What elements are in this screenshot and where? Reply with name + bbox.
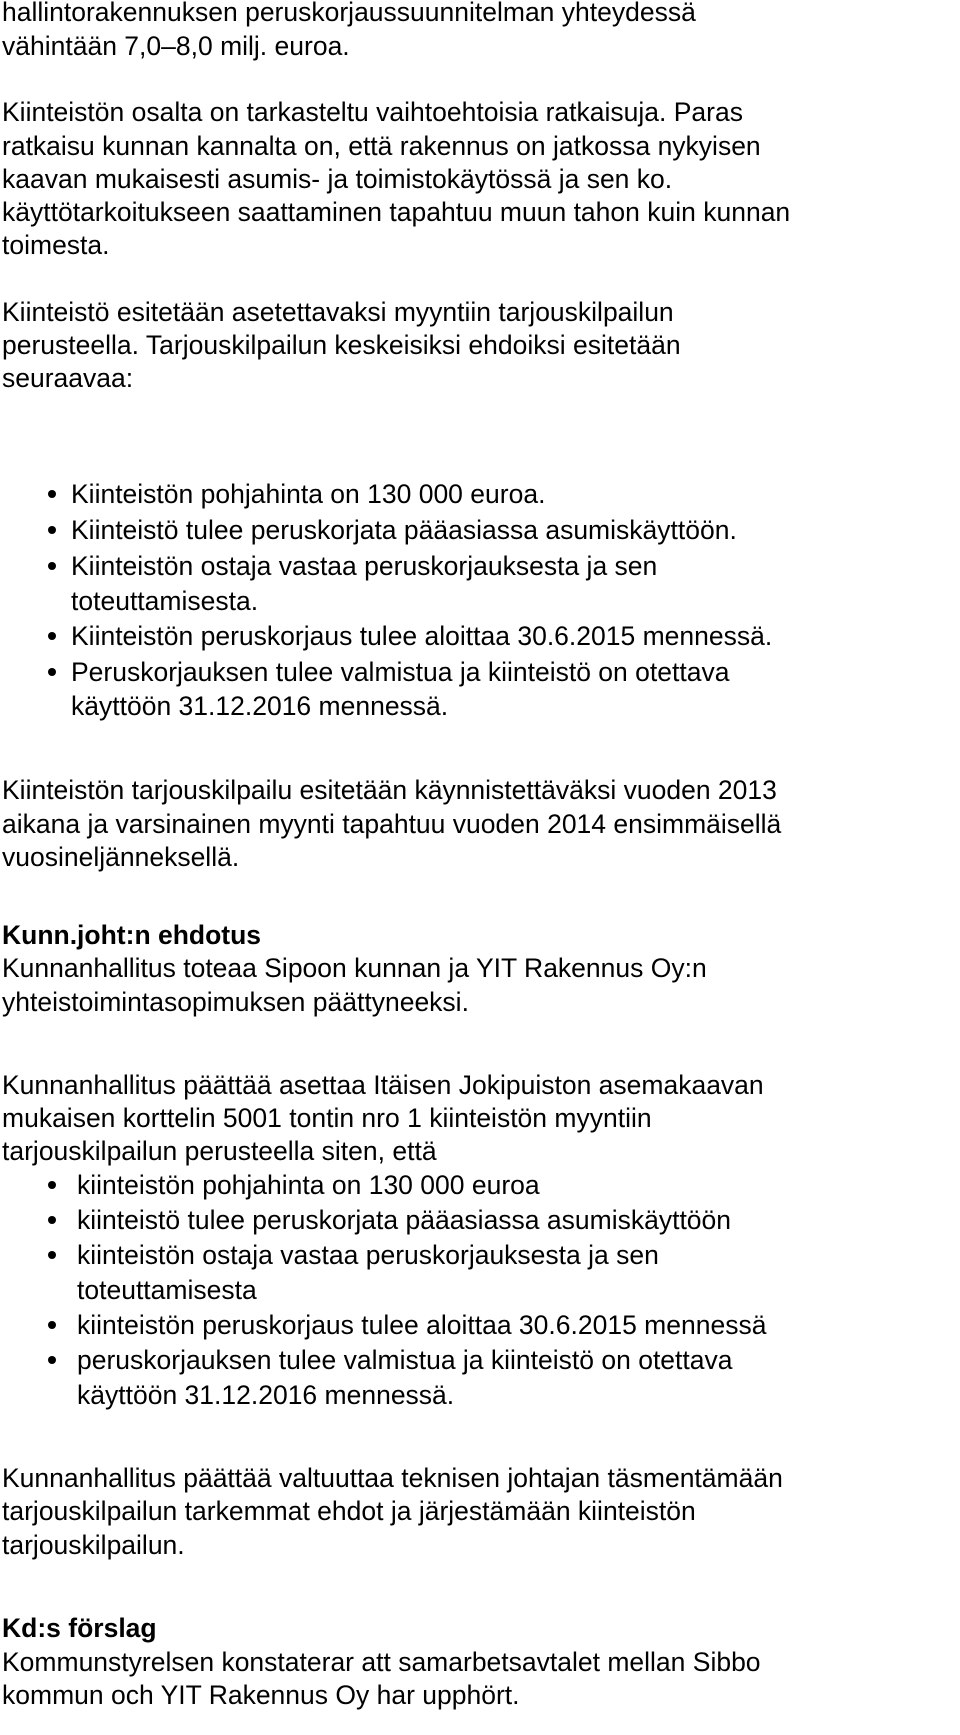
alternatives-line: toimesta.	[2, 230, 110, 260]
condition-item: Kiinteistön pohjahinta on 130 000 euroa.	[71, 479, 546, 509]
bullet-icon	[48, 1216, 56, 1224]
decision-condition-item: peruskorjauksen tulee valmistua ja kiinteistö on otettava	[77, 1345, 733, 1375]
bullet-icon	[48, 1181, 56, 1189]
condition-item-continuation: toteuttamisesta.	[71, 586, 259, 616]
bullet-icon	[48, 668, 56, 676]
proposal-line: Kiinteistö esitetään asetettavaksi myyntiin tarjouskilpailun	[2, 297, 674, 327]
decision-condition-item: kiinteistön pohjahinta on 130 000 euroa	[77, 1170, 540, 1200]
condition-item-continuation: käyttöön 31.12.2016 mennessä.	[71, 691, 449, 721]
decision2-line: tarjouskilpailun perusteella siten, että	[2, 1136, 437, 1166]
decision1-line: Kunnanhallitus toteaa Sipoon kunnan ja YIT Rakennus Oy:n	[2, 953, 707, 983]
alternatives-line: ratkaisu kunnan kannalta on, että rakennus on jatkossa nykyisen	[2, 131, 761, 161]
decision2-line: Kunnanhallitus päättää asettaa Itäisen Jokipuiston asemakaavan	[2, 1070, 764, 1100]
bullet-icon	[48, 1251, 56, 1259]
alternatives-line: Kiinteistön osalta on tarkasteltu vaihtoehtoisia ratkaisuja. Paras	[2, 97, 743, 127]
decision3-line: tarjouskilpailun tarkemmat ehdot ja järjestämään kiinteistön	[2, 1496, 696, 1526]
bullet-icon	[48, 1321, 56, 1329]
timing-line: Kiinteistön tarjouskilpailu esitetään käynnistettäväksi vuoden 2013	[2, 775, 777, 805]
proposal-line: seuraavaa:	[2, 363, 134, 393]
condition-item: Kiinteistön peruskorjaus tulee aloittaa 30.6.2015 mennessä.	[71, 621, 773, 651]
decision3-line: tarjouskilpailun.	[2, 1530, 185, 1560]
timing-line: aikana ja varsinainen myynti tapahtuu vuoden 2014 ensimmäisellä	[2, 809, 782, 839]
intro-line: hallintorakennuksen peruskorjaussuunnitelman yhteydessä	[2, 0, 696, 27]
proposal-line: perusteella. Tarjouskilpailun keskeisiksi ehdoiksi esitetään	[2, 330, 681, 360]
decision2-line: mukaisen korttelin 5001 tontin nro 1 kiinteistön myyntiin	[2, 1103, 652, 1133]
alternatives-line: kaavan mukaisesti asumis- ja toimistokäytössä ja sen ko.	[2, 164, 673, 194]
intro-line: vähintään 7,0–8,0 milj. euroa.	[2, 31, 350, 61]
decision-condition-item: kiinteistö tulee peruskorjata pääasiassa asumiskäyttöön	[77, 1205, 732, 1235]
swedish-line: kommun och YIT Rakennus Oy har upphört.	[2, 1680, 520, 1710]
decision-condition-item: kiinteistön peruskorjaus tulee aloittaa 30.6.2015 mennessä	[77, 1310, 767, 1340]
decision1-line: yhteistoimintasopimuksen päättyneeksi.	[2, 987, 469, 1017]
condition-item: Kiinteistön ostaja vastaa peruskorjauksesta ja sen	[71, 551, 658, 581]
condition-item: Peruskorjauksen tulee valmistua ja kiinteistö on otettava	[71, 657, 730, 687]
timing-line: vuosineljänneksellä.	[2, 842, 240, 872]
decision3-line: Kunnanhallitus päättää valtuuttaa teknisen johtajan täsmentämään	[2, 1463, 783, 1493]
decision-condition-item-continuation: käyttöön 31.12.2016 mennessä.	[77, 1380, 455, 1410]
document-page	[2, 0, 957, 1735]
alternatives-line: käyttötarkoitukseen saattaminen tapahtuu muun tahon kuin kunnan	[2, 197, 791, 227]
bullet-icon	[48, 490, 56, 498]
proposal-heading: Kunn.joht:n ehdotus	[2, 920, 262, 950]
swedish-heading: Kd:s förslag	[2, 1613, 157, 1643]
bullet-icon	[48, 526, 56, 534]
decision-condition-item-continuation: toteuttamisesta	[77, 1275, 257, 1305]
swedish-line: Kommunstyrelsen konstaterar att samarbetsavtalet mellan Sibbo	[2, 1647, 761, 1677]
bullet-icon	[48, 632, 56, 640]
decision-condition-item: kiinteistön ostaja vastaa peruskorjauksesta ja sen	[77, 1240, 659, 1270]
bullet-icon	[48, 562, 56, 570]
condition-item: Kiinteistö tulee peruskorjata pääasiassa asumiskäyttöön.	[71, 515, 737, 545]
bullet-icon	[48, 1356, 56, 1364]
